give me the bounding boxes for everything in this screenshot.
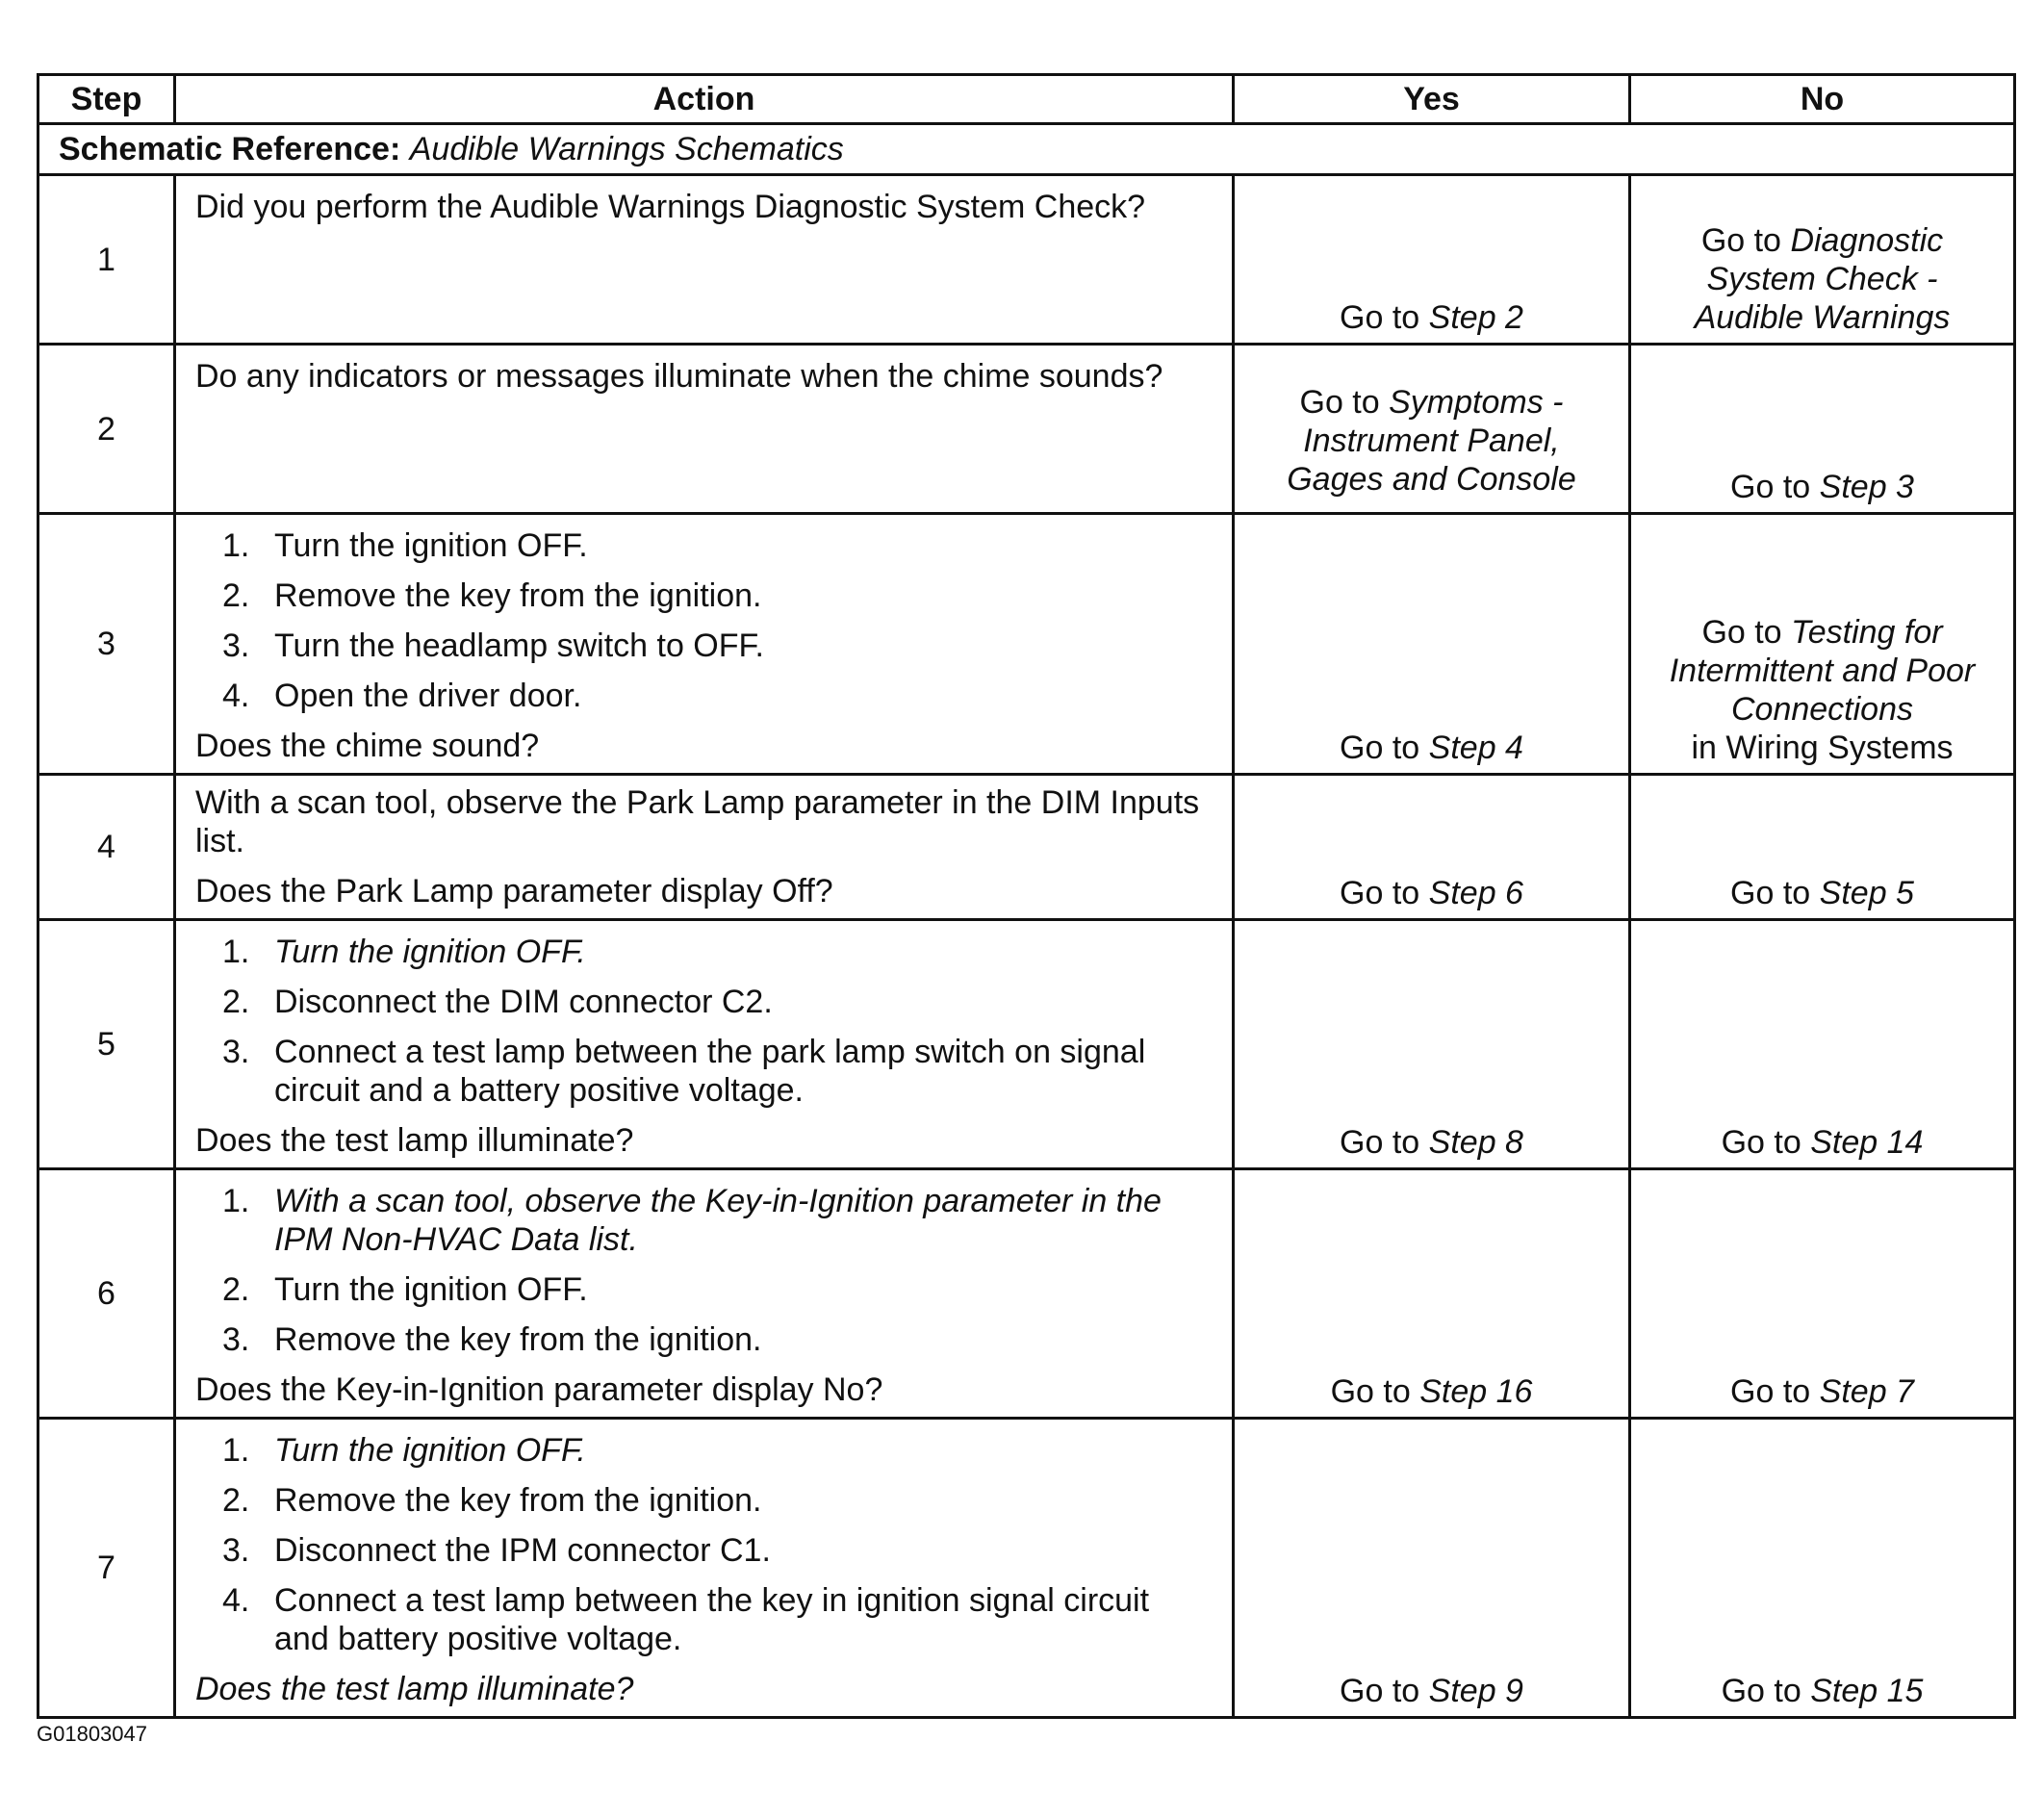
list-item: 1. Turn the ignition OFF. <box>222 1432 586 1469</box>
yes-prefix: Go to <box>1340 730 1420 766</box>
schematic-reference-link[interactable]: Audible Warnings Schematics <box>409 131 844 167</box>
table-row <box>38 1169 2015 1419</box>
yes-cell <box>1234 1419 1630 1718</box>
list-item: 1. With a scan tool, observe the Key-in-Ignition parameter in the IPM Non-HVAC Data list. <box>222 1183 1162 1258</box>
table-row <box>38 514 2015 775</box>
yes-prefix: Go to <box>1299 384 1380 421</box>
yes-cell <box>1234 775 1630 920</box>
list-item: 2. Disconnect the DIM connector C2. <box>222 984 773 1020</box>
yes-prefix: Go to <box>1340 1124 1420 1161</box>
action-question: Does the Key-in-Ignition parameter display No? <box>195 1371 883 1408</box>
step-number: 6 <box>38 1169 175 1419</box>
no-link[interactable]: Step 7 <box>1819 1373 1914 1410</box>
no-cell <box>1630 1419 2015 1718</box>
no-prefix: Go to <box>1730 469 1811 505</box>
yes-link[interactable]: Step 9 <box>1428 1673 1523 1709</box>
step-number: 2 <box>38 345 175 514</box>
no-link[interactable]: Step 15 <box>1810 1673 1924 1709</box>
list-item: 1. Turn the ignition OFF. <box>222 527 588 564</box>
yes-link[interactable]: Symptoms - Instrument Panel, Gages and Console <box>1287 384 1576 498</box>
no-prefix: Go to <box>1730 1373 1811 1410</box>
yes-prefix: Go to <box>1340 299 1420 336</box>
schematic-reference <box>38 124 2015 175</box>
header-step: Step <box>38 75 175 124</box>
action-text: Do any indicators or messages illuminate when the chime sounds? <box>195 358 1163 395</box>
list-item: 3. Remove the key from the ignition. <box>222 1321 762 1358</box>
yes-cell <box>1234 920 1630 1169</box>
no-prefix: Go to <box>1721 1673 1801 1709</box>
yes-link[interactable]: Step 8 <box>1428 1124 1523 1161</box>
yes-prefix: Go to <box>1340 875 1420 911</box>
table-row <box>38 920 2015 1169</box>
action-question: Does the Park Lamp parameter display Off? <box>195 873 833 909</box>
action-steps <box>195 933 1213 1110</box>
header-no: No <box>1630 75 2015 124</box>
step-number: 3 <box>38 514 175 775</box>
schematic-reference-label: Schematic Reference: <box>59 131 401 167</box>
yes-prefix: Go to <box>1340 1673 1420 1709</box>
yes-cell <box>1234 514 1630 775</box>
no-link[interactable]: Testing for Intermittent and Poor Connections <box>1669 614 1976 728</box>
action-cell <box>175 775 1234 920</box>
diagnostic-table <box>37 73 2016 1719</box>
no-prefix: Go to <box>1700 222 1781 259</box>
step-number: 1 <box>38 175 175 345</box>
step-number: 7 <box>38 1419 175 1718</box>
figure-id: G01803047 <box>37 1722 147 1746</box>
step-number: 5 <box>38 920 175 1169</box>
action-question: Does the test lamp illuminate? <box>195 1671 634 1707</box>
yes-link[interactable]: Step 6 <box>1428 875 1523 911</box>
action-steps <box>195 1431 1213 1658</box>
action-steps <box>195 1182 1213 1359</box>
action-cell <box>175 1419 1234 1718</box>
action-text: With a scan tool, observe the Park Lamp parameter in the DIM Inputs list. <box>195 784 1200 859</box>
action-cell <box>175 345 1234 514</box>
no-cell <box>1630 1169 2015 1419</box>
yes-prefix: Go to <box>1330 1373 1411 1410</box>
no-cell <box>1630 514 2015 775</box>
list-item: 2. Turn the ignition OFF. <box>222 1271 588 1308</box>
no-link[interactable]: Step 14 <box>1810 1124 1924 1161</box>
list-item: 1. Turn the ignition OFF. <box>222 934 586 970</box>
table-row <box>38 175 2015 345</box>
no-prefix: Go to <box>1701 614 1782 651</box>
no-suffix: in Wiring Systems <box>1691 730 1954 766</box>
action-cell <box>175 1169 1234 1419</box>
action-question: Does the test lamp illuminate? <box>195 1122 634 1159</box>
action-cell <box>175 175 1234 345</box>
list-item: 4. Connect a test lamp between the key in ignition signal circuit and battery positive voltage. <box>222 1582 1150 1657</box>
no-cell <box>1630 175 2015 345</box>
table-row <box>38 1419 2015 1718</box>
schematic-reference-row <box>38 124 2015 175</box>
yes-link[interactable]: Step 2 <box>1428 299 1523 336</box>
header-row <box>38 75 2015 124</box>
no-cell <box>1630 920 2015 1169</box>
no-cell <box>1630 345 2015 514</box>
no-link[interactable]: Diagnostic System Check - Audible Warnings <box>1694 222 1951 336</box>
no-link[interactable]: Step 3 <box>1819 469 1914 505</box>
no-prefix: Go to <box>1730 875 1811 911</box>
yes-cell <box>1234 175 1630 345</box>
no-prefix: Go to <box>1721 1124 1801 1161</box>
yes-link[interactable]: Step 4 <box>1428 730 1523 766</box>
action-steps <box>195 526 1213 715</box>
list-item: 2. Remove the key from the ignition. <box>222 1482 762 1519</box>
header-yes: Yes <box>1234 75 1630 124</box>
yes-cell <box>1234 1169 1630 1419</box>
action-cell <box>175 920 1234 1169</box>
yes-link[interactable]: Step 16 <box>1419 1373 1533 1410</box>
step-number: 4 <box>38 775 175 920</box>
list-item: 2. Remove the key from the ignition. <box>222 577 762 614</box>
no-cell <box>1630 775 2015 920</box>
header-action: Action <box>175 75 1234 124</box>
list-item: 3. Disconnect the IPM connector C1. <box>222 1532 771 1569</box>
table-row <box>38 775 2015 920</box>
list-item: 3. Connect a test lamp between the park lamp switch on signal circuit and a battery positive voltage. <box>222 1034 1146 1109</box>
action-cell <box>175 514 1234 775</box>
list-item: 4. Open the driver door. <box>222 678 582 714</box>
action-text: Did you perform the Audible Warnings Diagnostic System Check? <box>195 189 1146 225</box>
action-question: Does the chime sound? <box>195 728 540 764</box>
list-item: 3. Turn the headlamp switch to OFF. <box>222 628 764 664</box>
yes-cell <box>1234 345 1630 514</box>
table-row <box>38 345 2015 514</box>
no-link[interactable]: Step 5 <box>1819 875 1914 911</box>
